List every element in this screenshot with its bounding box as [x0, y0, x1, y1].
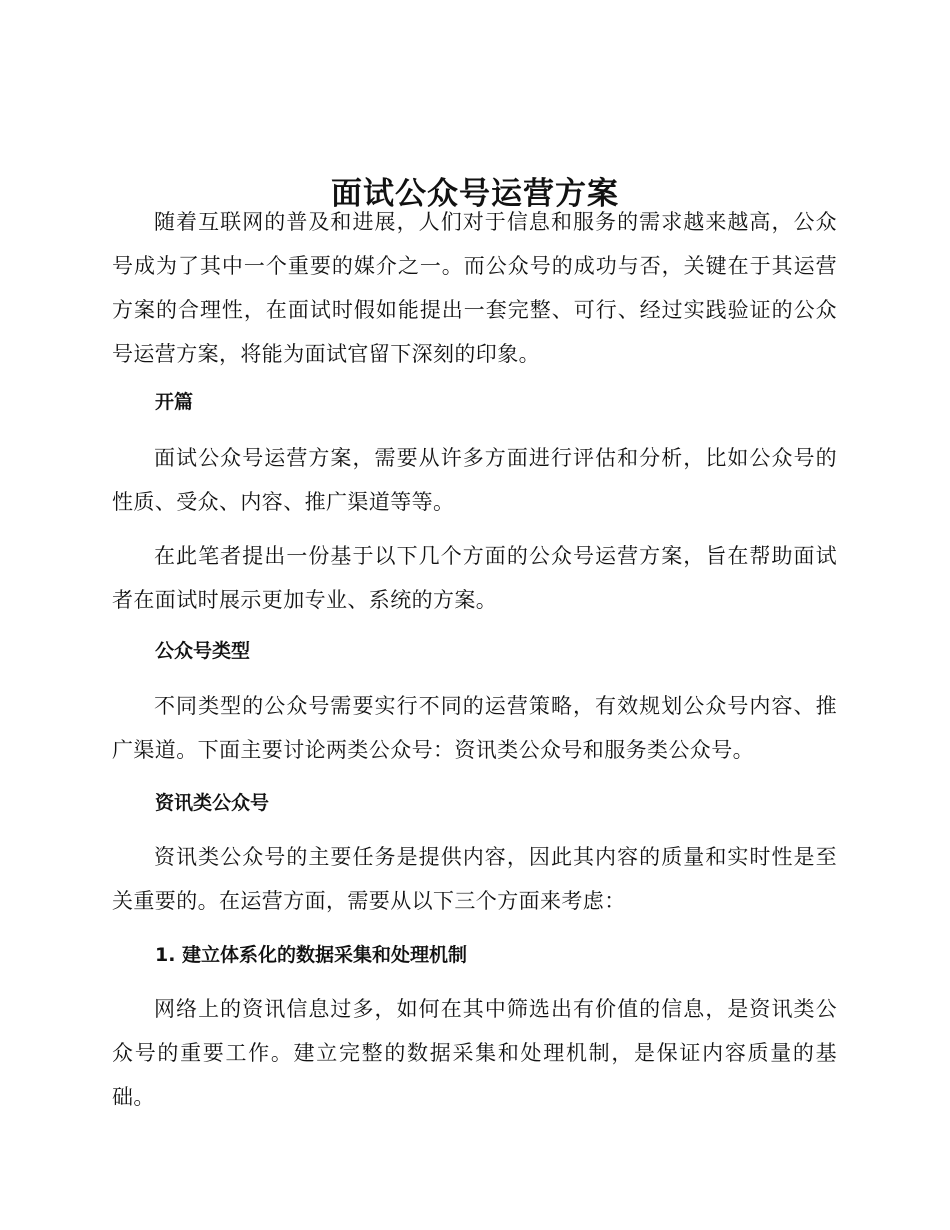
section-heading-opening: 开篇 [155, 391, 194, 413]
data-mechanism-paragraph: 网络上的资讯信息过多，如何在其中筛选出有价值的信息，是资讯类公众号的重要工作。建立完整的数据采集和处理机制，是保证内容质量的基础。 [112, 997, 837, 1109]
section-heading-news: 资讯类公众号 [155, 792, 270, 814]
section-heading-data-mechanism: 1. 建立体系化的数据采集和处理机制 [155, 944, 468, 966]
opening-paragraph-1: 面试公众号运营方案，需要从许多方面进行评估和分析，比如公众号的性质、受众、内容、推广渠道等等。 [112, 446, 837, 514]
types-paragraph: 不同类型的公众号需要实行不同的运营策略，有效规划公众号内容、推广渠道。下面主要讨论两类公众号：资讯类公众号和服务类公众号。 [112, 694, 837, 762]
intro-paragraph: 随着互联网的普及和进展，人们对于信息和服务的需求越来越高，公众号成为了其中一个重要的媒介之一。而公众号的成功与否，关键在于其运营方案的合理性，在面试时假如能提出一套完整、可行、经过实践验证的公众号运营方案，将能为面试官留下深刻的印象。 [112, 210, 837, 366]
opening-paragraph-2: 在此笔者提出一份基于以下几个方面的公众号运营方案，旨在帮助面试者在面试时展示更加专业、系统的方案。 [112, 544, 837, 612]
section-heading-types: 公众号类型 [155, 640, 251, 662]
document-title: 面试公众号运营方案 [331, 175, 619, 212]
news-paragraph: 资讯类公众号的主要任务是提供内容，因此其内容的质量和实时性是至关重要的。在运营方面，需要从以下三个方面来考虑： [112, 845, 837, 913]
